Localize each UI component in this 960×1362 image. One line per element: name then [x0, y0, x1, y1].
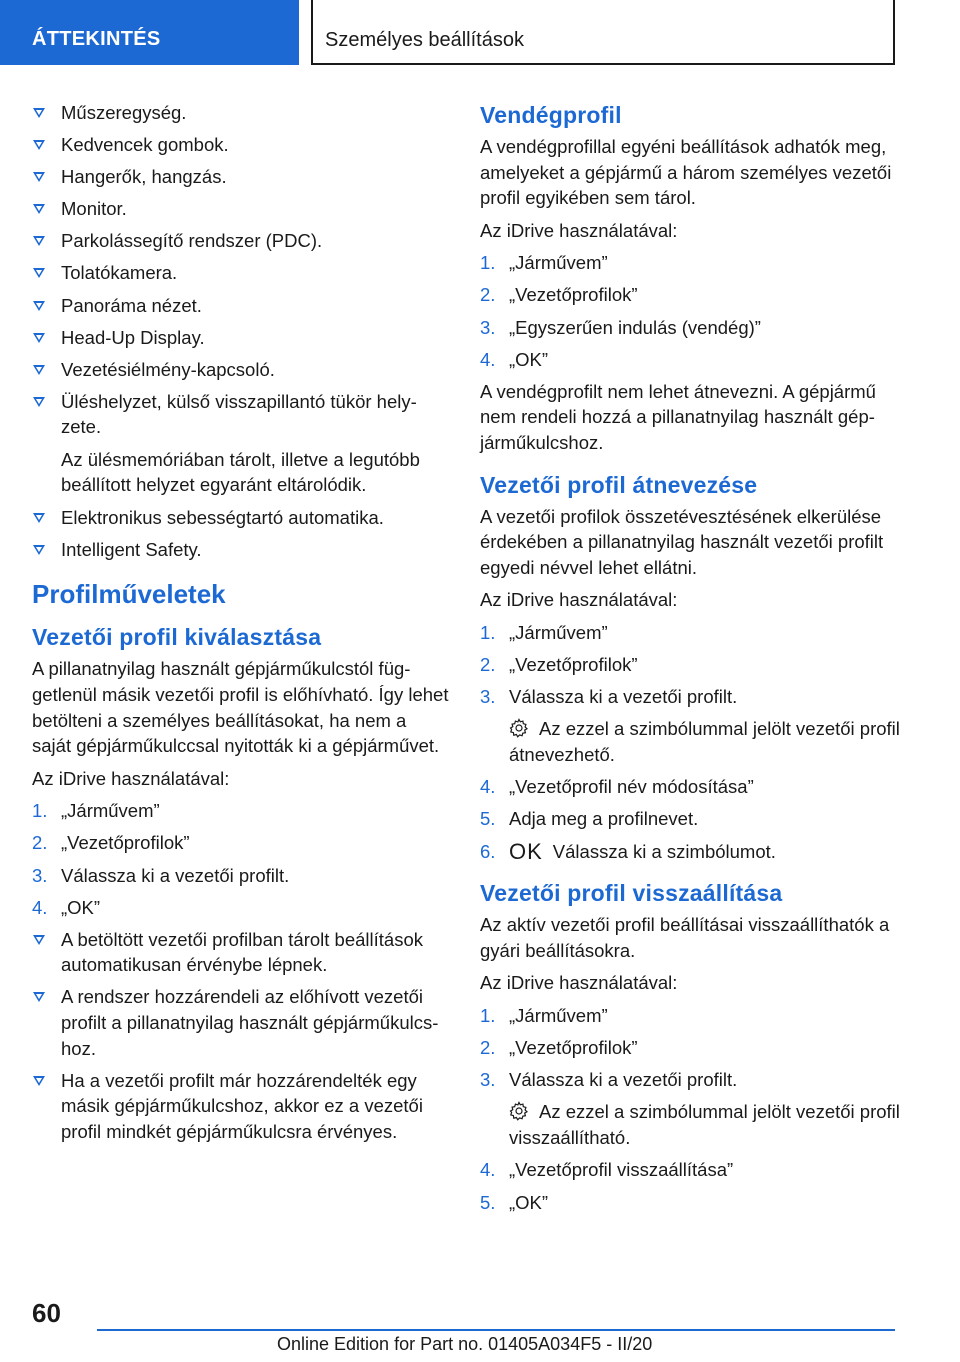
list-item: A rendszer hozzárendeli az előhívott vezetői profilt a pillanatnyilag használt gépjárműkulcshoz. — [32, 984, 450, 1061]
triangle-bullet-icon — [33, 365, 45, 375]
step-item: 4. „OK” — [480, 348, 549, 370]
triangle-bullet-icon — [33, 513, 45, 523]
steps-reset-profile — [480, 1003, 900, 1215]
triangle-bullet-icon — [33, 397, 45, 407]
triangle-bullet-icon — [33, 236, 45, 246]
list-item: A betöltött vezetői profilban tárolt beállítások automatikusan érvénybe lépnek. — [32, 927, 450, 978]
subheading-reset-profile: Vezetői profil visszaállítása — [480, 880, 783, 907]
paragraph-guest-note: A vendégprofilt nem lehet átnevezni. A gépjármű nem rendeli hozzá a pillanatnyilag használt gépjárműkulcshoz. — [480, 380, 876, 453]
subheading-guest-profile: Vendégprofil — [480, 102, 622, 128]
list-item: Ha a vezetői profilt már hozzárendelték egy másik gépjárműkulcshoz, akkor ez a vezetői profil mindkét gépjárműkulcsra érvényes. — [32, 1068, 450, 1145]
seat-memory-note: Az ülésmemóriában tárolt, illetve a legutóbb beállított helyzet egyaránt eltárolódik. — [61, 448, 420, 496]
triangle-bullet-icon — [33, 172, 45, 182]
paragraph-idrive: Az iDrive használatával: — [480, 972, 678, 994]
gear-icon — [509, 1101, 529, 1121]
step-item: 2. „Vezetőprofilok” — [32, 832, 190, 854]
list-item: Üléshelyzet, külső visszapillantó tükör helyzete. — [32, 389, 450, 440]
notes-bullet-list — [32, 927, 450, 1145]
footer-edition: Online Edition for Part no. 01405A034F5 - II/20 — [277, 1334, 653, 1354]
paragraph-idrive: Az iDrive használatával: — [480, 219, 678, 241]
paragraph-rename-intro: A vezetői profilok összetévesztésének elkerülése érdekében a pillanatnyilag használt vezetői profilt egyedi névvel lehet ellátni. — [480, 505, 884, 578]
right-column — [480, 100, 900, 1222]
list-item: Panoráma nézet. — [32, 293, 450, 319]
paragraph-idrive: Az iDrive használatával: — [32, 767, 230, 789]
left-column — [32, 100, 450, 1151]
triangle-bullet-icon — [33, 268, 45, 278]
ok-symbol-icon: OK — [509, 838, 543, 864]
triangle-bullet-icon — [33, 1076, 45, 1086]
header-title-box — [311, 0, 895, 65]
step-item: 3. „Egyszerűen indulás (vendég)” — [480, 316, 761, 338]
step-item: 2. „Vezetőprofilok” — [480, 1037, 638, 1059]
paragraph-reset-intro: Az aktív vezetői profil beállításai visszaállíthatók a gyári beállításokra. — [480, 914, 890, 961]
step-item: 1. „Járművem” — [480, 1004, 608, 1026]
list-item: Intelligent Safety. — [32, 537, 450, 563]
steps-rename-profile — [480, 620, 900, 864]
paragraph-idrive: Az iDrive használatával: — [480, 589, 678, 611]
header-section-tab — [0, 0, 299, 65]
list-item: Parkolássegítő rendszer (PDC). — [32, 228, 450, 254]
step-item: 4. „Vezetőprofil név módosítása” — [480, 776, 754, 798]
triangle-bullet-icon — [33, 204, 45, 214]
header-title: Személyes beállítások — [325, 29, 524, 51]
list-item: Head-Up Display. — [32, 325, 450, 351]
triangle-bullet-icon — [33, 992, 45, 1002]
subheading-rename-profile: Vezetői profil átnevezése — [480, 471, 758, 498]
list-item: Monitor. — [32, 196, 450, 222]
list-item: Vezetésiélmény-kapcsoló. — [32, 357, 450, 383]
paragraph-guest-intro: A vendégprofillal egyéni beállítások adhatók meg, amelyeket a gépjármű a három személyes vezetői profil egyikében sem tárol. — [480, 136, 892, 209]
steps-select-profile — [32, 798, 450, 920]
step-item: 6. OK Válassza ki a szimbólumot. — [480, 838, 776, 864]
step-item: 2. „Vezetőprofilok” — [480, 284, 638, 306]
step-item: 1. „Járművem” — [32, 800, 160, 822]
step-item: 3. Válassza ki a vezetői profilt. — [32, 864, 290, 886]
list-item: Hangerők, hangzás. — [32, 164, 450, 190]
step-item: 3. Válassza ki a vezetői profilt. — [480, 686, 738, 708]
step-item: 1. „Járművem” — [480, 252, 608, 274]
list-item: Kedvencek gombok. — [32, 132, 450, 158]
step-item: 1. „Járművem” — [480, 621, 608, 643]
paragraph-intro: A pillanatnyilag használt gépjárműkulcstól függetlenül másik vezetői profil is előhívható. Így lehet betölteni a személyes beállításokat, ha nem a saját gépjárműkulccsal nyitották ki a gépjárművet. — [32, 658, 449, 757]
gear-symbol-note: Az ezzel a szimbólummal jelölt vezetői profil visszaállítható. — [509, 1101, 900, 1148]
list-item: Tolatókamera. — [32, 260, 450, 286]
step-item: 4. „OK” — [32, 896, 101, 918]
step-item: 2. „Vezetőprofilok” — [480, 654, 638, 675]
list-item: Műszeregység. — [32, 100, 450, 126]
triangle-bullet-icon — [33, 301, 45, 311]
triangle-bullet-icon — [33, 935, 45, 945]
footer-divider — [97, 1329, 895, 1331]
header-section-label: ÁTTEKINTÉS — [32, 28, 161, 50]
list-item: Elektronikus sebességtartó automatika. — [32, 505, 450, 531]
step-item: 4. „Vezetőprofil visszaállítása” — [480, 1159, 734, 1181]
subheading-select-profile: Vezetői profil kiválasztása — [32, 624, 322, 651]
triangle-bullet-icon — [33, 545, 45, 555]
step-item: 5. „OK” — [480, 1191, 549, 1213]
steps-guest-profile — [480, 250, 900, 372]
gear-symbol-note: Az ezzel a szimbólummal jelölt vezetői profil átnevezhető. — [509, 718, 900, 765]
triangle-bullet-icon — [33, 108, 45, 118]
triangle-bullet-icon — [33, 140, 45, 150]
triangle-bullet-icon — [33, 333, 45, 343]
gear-icon — [509, 718, 529, 738]
section-heading-profile-operations: Profilműveletek — [32, 579, 226, 610]
page-number: 60 — [32, 1298, 61, 1328]
step-item: 5. Adja meg a profilnevet. — [480, 808, 699, 830]
step-item: 3. Válassza ki a vezetői profilt. — [480, 1069, 738, 1091]
settings-bullet-list — [32, 100, 450, 562]
